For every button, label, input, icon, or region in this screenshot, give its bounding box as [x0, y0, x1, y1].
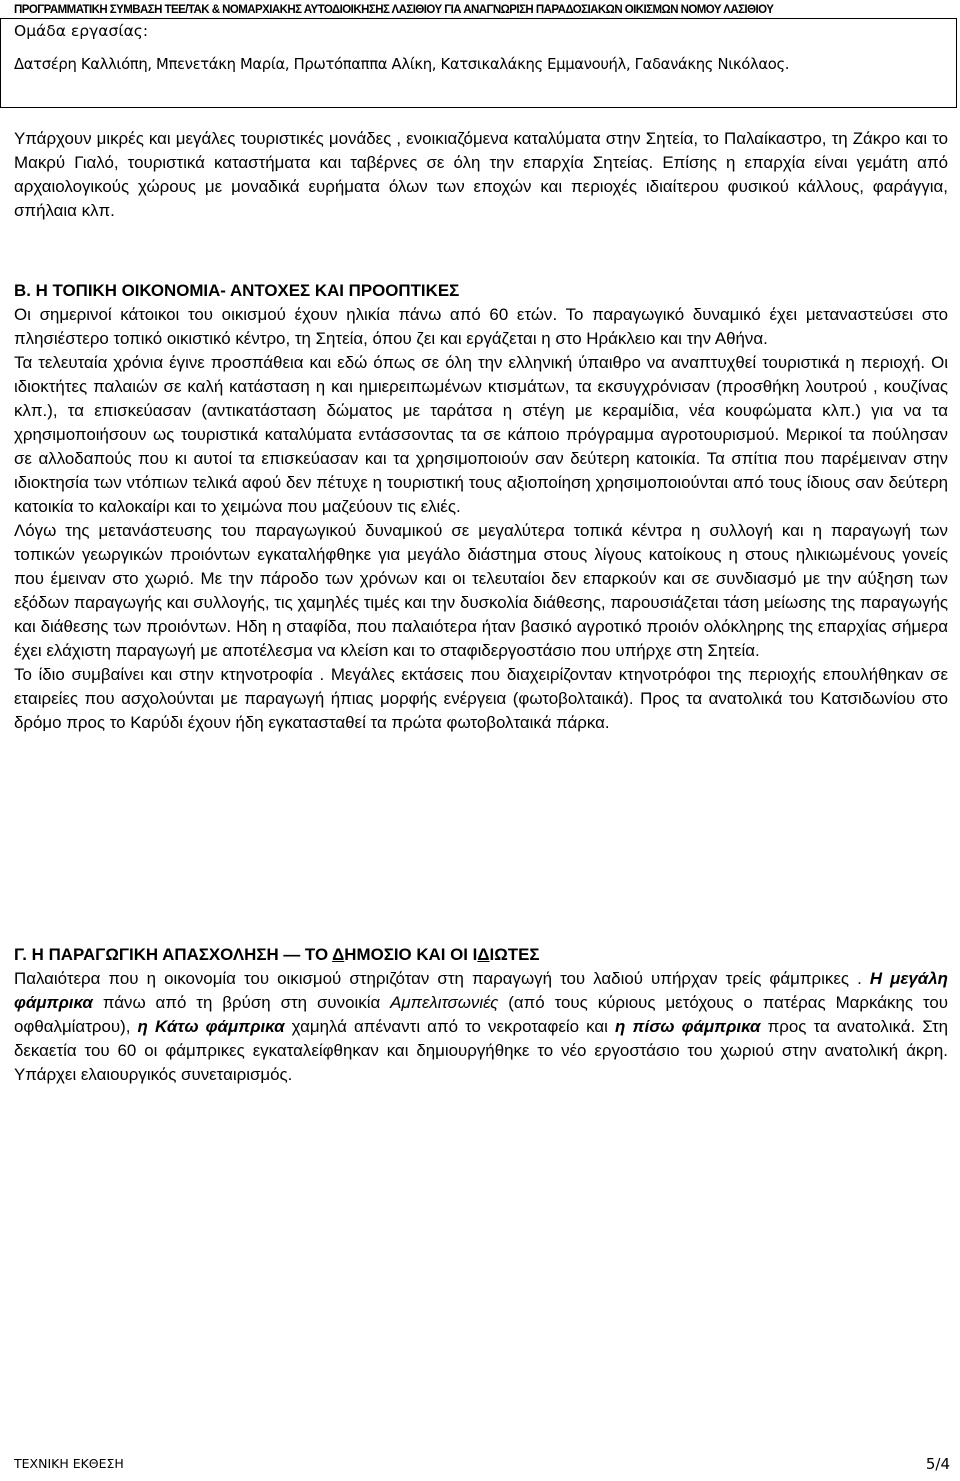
section-g-heading-mid: ΗΜΟΣΙΟ ΚΑΙ ΟΙ Ι — [344, 945, 478, 964]
section-b-paragraph-4: Το ίδιο συμβαίνει και στην κτηνοτροφία . Μεγάλες εκτάσεις που διαχειρίζονταν κτηνοτρόφοι της περιοχής επουλήθηκαν σε εταιρείες που ασχολούνται με παραγωγή ήπιας μορφής ενέργεια (φωτοβολταικά). Προς τα ανατολικά του Κατσιδωνίου στο δρόμο προς το Καρύδι έχουν ήδη εγκατασταθεί τα πρώτα φωτοβολταικά πάρκα. — [14, 665, 948, 732]
section-g-text-5: προς τα ανατολικά. Στη δεκαετία του 60 οι φάμπρικες εγκαταλείφθηκαν και δημιουργήθηκε το νέο εργοστάσιο του χωριού στην ανατολική άκρη. Υπάρχει ελαιουργικός συνεταιρισμός. — [14, 1017, 949, 1084]
back-factory-name: η πίσω φάμπρικα — [615, 1017, 761, 1036]
section-g-heading-suffix: ΙΩΤΕΣ — [489, 945, 540, 964]
work-group-members: Δατσέρη Καλλιόπη, Μπενετάκη Μαρία, Πρωτόπαππα Αλίκη, Κατσικαλάκης Εμμανουήλ, Γαδανάκης Νικόλαος. — [14, 56, 790, 73]
section-g — [14, 943, 948, 1087]
section-g-heading-underlined-1: Δ — [332, 945, 345, 964]
page-number: 5/4 — [925, 1455, 950, 1473]
section-b-paragraph-2: Τα τελευταία χρόνια έγινε προσπάθεια και εδώ όπως σε όλη την ελληνική ύπαιθρο να αναπτυχθεί τουριστικά η περιοχή. Οι ιδιοκτήτες παλαιών σε καλή κατάσταση η και ημιερειπωμένων κτισμάτων, τα εκσυγχρόνισαν (προσθήκη λουτρού , κουζίνας κλπ.), τα επισκεύασαν (αντικατάσταση δώματος με ταράτσα η στέγη με κεραμίδια, νέα κουφώματα κλπ.) για να τα χρησιμοποιήσουν ως τουριστικά καταλύματα εντάσσοντας τα σε κάποιο πρόγραμμα αγροτουρισμού. Μερικοί τα πούλησαν σε αλλοδαπούς που κι αυτοί τα επισκεύασαν και τα χρησιμοποιούν σαν δεύτερη κατοικία. Τα σπίτια που παρέμειναν στην ιδιοκτησία των ντόπιων τελικά αφού δεν πέτυχε η τουριστική τους αξιοποίηση χρησιμοποιούνται από τους ίδιους σαν δεύτερη κατοικία το καλοκαίρι και το χειμώνα που μαζεύουν τις ελιές. — [14, 353, 948, 516]
section-g-text-3: (από τους κύριους μετόχους ο πατέρας Μαρκάκης του οφθαλμίατρου), — [14, 993, 948, 1036]
section-g-text-2: πάνω από τη βρύση στη συνοικία — [92, 993, 391, 1012]
lower-factory-name: η Κάτω φάμπρικα — [137, 1017, 285, 1036]
section-g-heading — [14, 943, 948, 967]
section-b-paragraph-3: Λόγω της μετανάστευσης του παραγωγικού δυναμικού σε μεγαλύτερα τοπικά κέντρα η συλλογή και η παραγωγή των τοπικών γεωργικών προιόντων εγκαταλήφθηκε για μεγάλο διάστημα στους λίγους κατοίκους η στους ηλικιωμένους γονείς που έμειναν στο χωριό. Με την πάροδο των χρόνων και οι τελευταίοι δεν επαρκούν και σε συνδιασμό με την αύξηση των εξόδων παραγωγής και συλλογής, τις χαμηλές τιμές και την δυσκολία διάθεσης, παρουσιάζεται τάση μείωσης της παραγωγής και διάθεσης των προιόντων. Ηδη η σταφίδα, που παλαιότερα ήταν βασικό αγροτικό προιόν ολόκληρης της επαρχίας σήμερα έχει ελάχιστη παραγωγή με αποτέλεσμα να κλείσn και το σταφιδεργοστάσιο που υπήρχε στη Σητεία. — [14, 521, 948, 660]
section-b — [14, 279, 948, 735]
work-group-label: Ομάδα εργασίας: — [14, 22, 149, 40]
section-g-text-1: Παλαιότερα που η οικονομία του οικισμού στηριζόταν στη παραγωγή του λαδιού υπήρχαν τρείς φάμπρικες . — [14, 969, 870, 988]
intro-paragraph: Υπάρχουν μικρές και μεγάλες τουριστικές μονάδες , ενοικιαζόμενα καταλύματα στην Σητεία, το Παλαίκαστρο, τη Ζάκρο και το Μακρύ Γιαλό, τουριστικά καταστήματα και ταβέρνες σε όλη την επαρχία Σητείας. Επίσης η επαρχία είναι γεμάτη από αρχαιολογικούς χώρους με μοναδικά ευρήματα όλων των εποχών και περιοχές ιδιαίτερου φυσικού κάλλους, φαράγγια, σπήλαια κλπ. — [14, 129, 948, 220]
neighborhood-name: Αμπελιτσωνιές — [390, 993, 499, 1012]
section-g-heading-prefix: Γ. Η ΠΑΡΑΓΩΓΙΚΗ ΑΠΑΣΧΟΛΗΣΗ — ΤΟ — [14, 945, 333, 964]
footer-report-title: ΤΕΧΝΙΚΗ ΕΚΘΕΣΗ — [14, 1456, 124, 1471]
intro-section — [14, 127, 948, 223]
section-g-paragraph — [14, 967, 948, 1087]
section-g-heading-underlined-2: Δ — [477, 945, 490, 964]
section-b-heading: Β. Η ΤΟΠΙΚΗ ΟΙΚΟΝΟΜΙΑ- ΑΝΤΟΧΕΣ ΚΑΙ ΠΡΟΟΠΤΙΚΕΣ — [14, 281, 460, 300]
section-g-text-4: χαμηλά απέναντι από το νεκροταφείο και — [284, 1017, 616, 1036]
big-factory-name: Η μεγάλη φάμπρικα — [14, 969, 948, 1012]
section-b-paragraph-1: Οι σημερινοί κάτοικοι του οικισμού έχουν ηλικία πάνω από 60 ετών. Το παραγωγικό δυναμικό έχει μεταναστεύσει στο πλησιέστερο τοπικό οικιστικό κέντρο, τη Σητεία, όπου ζει και εργάζεται η στο Ηράκλειο και την Αθήνα. — [14, 305, 948, 348]
project-title: ΠΡΟΓΡΑΜΜΑΤΙΚΗ ΣΥΜΒΑΣΗ ΤΕΕ/ΤΑΚ & ΝΟΜΑΡΧΙΑΚΗΣ ΑΥΤΟΔΙΟΙΚΗΣΗΣ ΛΑΣΙΘΙΟΥ ΓΙΑ ΑΝΑΓΝΩΡΙΣΗ ΠΑΡΑΔΟΣΙΑΚΩΝ ΟΙΚΙΣΜΩΝ ΝΟΜΟΥ ΛΑΣΙΘΙΟΥ — [14, 4, 774, 16]
